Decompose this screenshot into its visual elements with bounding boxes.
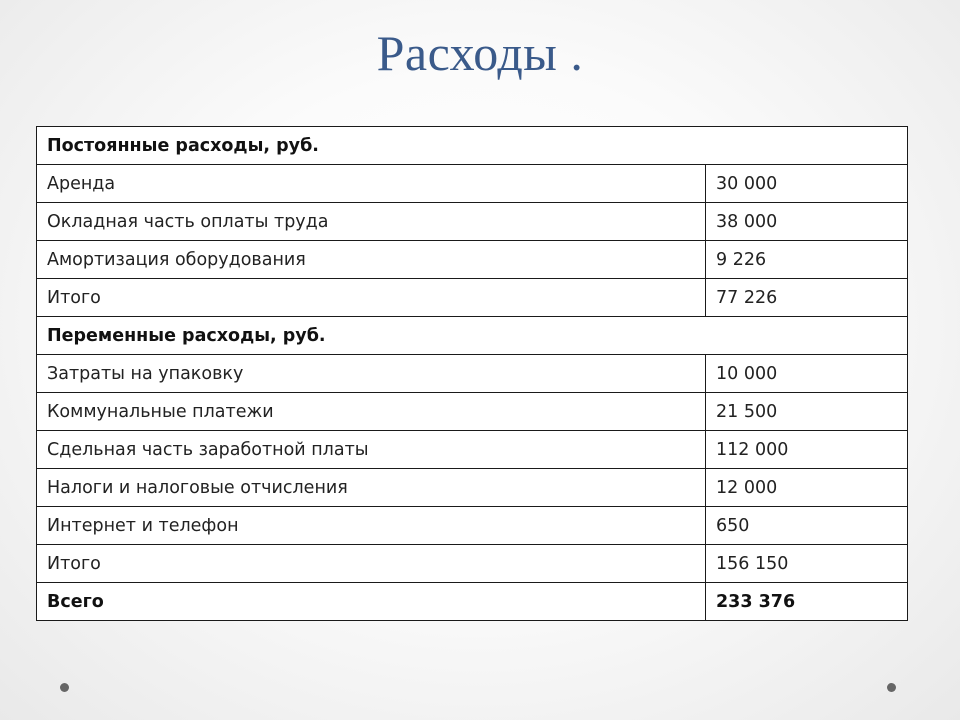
total-value: 233 376 xyxy=(706,583,908,621)
row-value: 112 000 xyxy=(706,431,908,469)
row-label: Итого xyxy=(37,279,706,317)
table-row xyxy=(37,165,908,203)
decorative-dot-left xyxy=(60,683,69,692)
slide-title: Расходы . xyxy=(376,25,584,81)
decorative-dot-right xyxy=(887,683,896,692)
expenses-table-container xyxy=(36,126,907,621)
row-label: Амортизация оборудования xyxy=(37,241,706,279)
table-row xyxy=(37,355,908,393)
table-row xyxy=(37,431,908,469)
row-value: 9 226 xyxy=(706,241,908,279)
table-row xyxy=(37,507,908,545)
subtotal-row xyxy=(37,279,908,317)
row-value: 38 000 xyxy=(706,203,908,241)
row-label: Коммунальные платежи xyxy=(37,393,706,431)
row-label: Налоги и налоговые отчисления xyxy=(37,469,706,507)
row-label: Затраты на упаковку xyxy=(37,355,706,393)
table-row xyxy=(37,241,908,279)
row-value: 30 000 xyxy=(706,165,908,203)
total-row xyxy=(37,583,908,621)
row-value: 650 xyxy=(706,507,908,545)
row-label: Интернет и телефон xyxy=(37,507,706,545)
row-value: 156 150 xyxy=(706,545,908,583)
table-row xyxy=(37,203,908,241)
row-label: Аренда xyxy=(37,165,706,203)
total-label: Всего xyxy=(37,583,706,621)
subtotal-row xyxy=(37,545,908,583)
row-label: Окладная часть оплаты труда xyxy=(37,203,706,241)
row-value: 10 000 xyxy=(706,355,908,393)
row-label: Сдельная часть заработной платы xyxy=(37,431,706,469)
row-value: 21 500 xyxy=(706,393,908,431)
section-header-row xyxy=(37,317,908,355)
table-row xyxy=(37,393,908,431)
table-row xyxy=(37,469,908,507)
section-header-row xyxy=(37,127,908,165)
expenses-table xyxy=(36,126,908,621)
section-header-variable: Переменные расходы, руб. xyxy=(37,317,908,355)
row-value: 77 226 xyxy=(706,279,908,317)
row-label: Итого xyxy=(37,545,706,583)
row-value: 12 000 xyxy=(706,469,908,507)
section-header-fixed: Постоянные расходы, руб. xyxy=(37,127,908,165)
